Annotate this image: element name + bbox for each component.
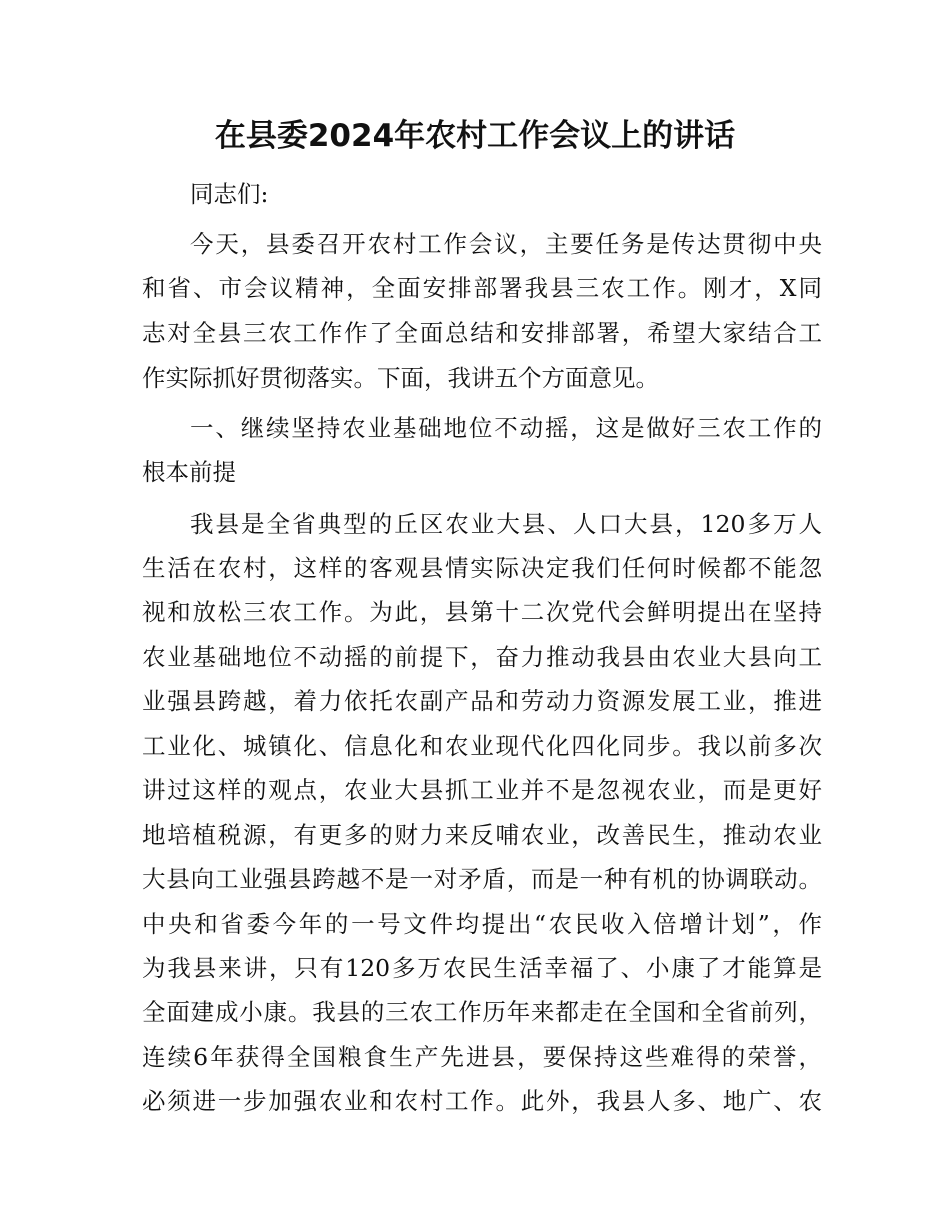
- section-heading-line: 根本前提: [142, 458, 236, 486]
- section-heading-line: 一、继续坚持农业基础地位不动摇，这是做好三农工作的: [190, 414, 822, 442]
- paragraph-line: 讲过这样的观点，农业大县抓工业并不是忽视农业，而是更好: [142, 776, 822, 804]
- paragraph-line: 和省、市会议精神，全面安排部署我县三农工作。刚才，X同: [142, 274, 822, 302]
- paragraph-line: 生活在农村，这样的客观县情实际决定我们任何时候都不能忽: [142, 554, 822, 582]
- paragraph-line: 业强县跨越，着力依托农副产品和劳动力资源发展工业，推进: [142, 687, 822, 715]
- paragraph-line: 志对全县三农工作作了全面总结和安排部署，希望大家结合工: [142, 319, 822, 347]
- document-title: 在县委2024年农村工作会议上的讲话: [214, 118, 736, 154]
- paragraph-line: 工业化、城镇化、信息化和农业现代化四化同步。我以前多次: [142, 732, 822, 760]
- paragraph-line: 作实际抓好贯彻落实。下面，我讲五个方面意见。: [142, 364, 659, 392]
- paragraph-line: 大县向工业强县跨越不是一对矛盾，而是一种有机的协调联动。: [142, 865, 822, 893]
- paragraph-line: 地培植税源，有更多的财力来反哺农业，改善民生，推动农业: [142, 821, 822, 849]
- paragraph-line: 农业基础地位不动摇的前提下，奋力推动我县由农业大县向工: [142, 643, 822, 671]
- paragraph-line: 视和放松三农工作。为此，县第十二次党代会鲜明提出在坚持: [142, 598, 822, 626]
- salutation: 同志们:: [190, 180, 269, 208]
- paragraph-line: 我县是全省典型的丘区农业大县、人口大县，120多万人: [190, 510, 822, 538]
- paragraph-line: 连续6年获得全国粮食生产先进县，要保持这些难得的荣誉，: [142, 1043, 822, 1071]
- paragraph-line: 必须进一步加强农业和农村工作。此外，我县人多、地广、农: [142, 1087, 822, 1115]
- paragraph-line: 为我县来讲，只有120多万农民生活幸福了、小康了才能算是: [142, 954, 822, 982]
- paragraph-line: 中央和省委今年的一号文件均提出“农民收入倍增计划”，作: [142, 910, 822, 938]
- paragraph-line: 全面建成小康。我县的三农工作历年来都走在全国和全省前列，: [142, 998, 822, 1026]
- paragraph-line: 今天，县委召开农村工作会议，主要任务是传达贯彻中央: [190, 230, 822, 258]
